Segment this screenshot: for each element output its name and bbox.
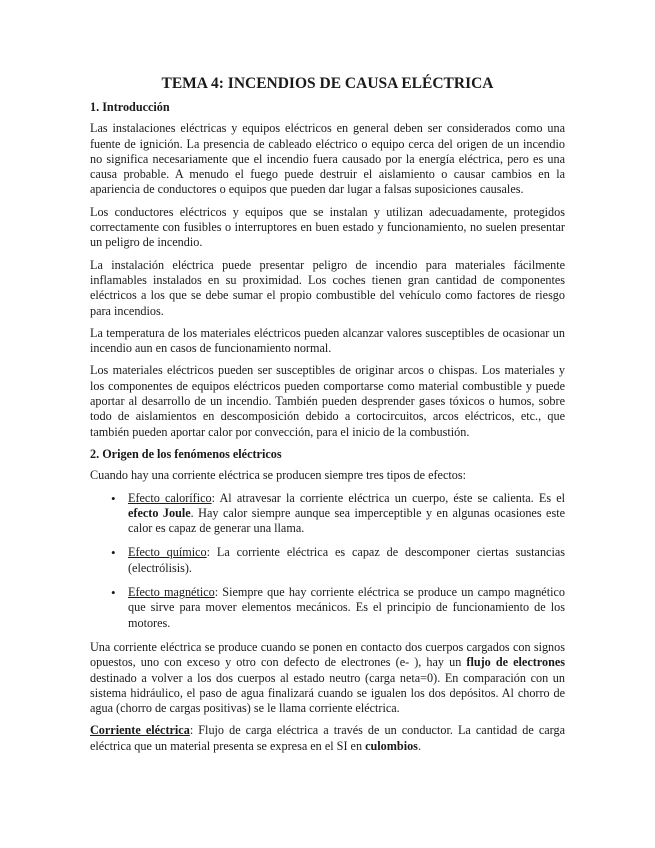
text-flujo-b: destinado a volver a los dos cuerpos al estado neutro (carga neta=0). En comparación con un sistema hidráulico, el paso de agua finalizará cuando se igualen los dos depósitos. Al chorro de agua (chorro de cargas positivas) se le llama corriente eléctrica. [90, 670, 565, 716]
paragraph-definicion-corriente [90, 723, 565, 754]
paragraph-intro-4: La temperatura de los materiales eléctricos pueden alcanzar valores susceptibles de ocasionar un incendio aun en casos de funcionamiento normal. [90, 325, 565, 356]
term-efecto-calorifico: Efecto calorífico [128, 490, 212, 505]
term-corriente-electrica: Corriente eléctrica [90, 723, 190, 738]
text-calorifico-b: . Hay calor siempre aunque sea imperceptible y en algunas ocasiones este calor es capaz de generar una llama. [128, 505, 565, 536]
effects-list [90, 491, 565, 631]
paragraph-intro-3: La instalación eléctrica puede presentar peligro de incendio para materiales fácilmente inflamables instalados en su proximidad. Los coches tienen gran cantidad de componentes eléctricos a los que se debe sumar el propio combustible del vehículo como factores de riesgo para incendios. [90, 257, 565, 318]
document-title: TEMA 4: INCENDIOS DE CAUSA ELÉCTRICA [161, 75, 494, 92]
term-efecto-magnetico: Efecto magnético [128, 585, 215, 600]
section-heading-origen: 2. Origen de los fenómenos eléctricos [90, 446, 282, 461]
section-heading-introduccion: 1. Introducción [90, 100, 170, 114]
term-efecto-quimico: Efecto químico [128, 545, 207, 560]
term-culombios: culombios [365, 738, 418, 753]
term-flujo-electrones: flujo de electrones [466, 655, 566, 670]
list-item-efecto-quimico [128, 545, 565, 576]
document-page [90, 74, 565, 761]
text-magnetico: : Siempre que hay corriente eléctrica se produce un campo magnético que sirve para mover elementos mecánicos. Es el principio de funcionamiento de los motores. [128, 585, 565, 630]
paragraph-effects-intro: Cuando hay una corriente eléctrica se producen siempre tres tipos de efectos: [90, 468, 466, 483]
paragraph-flujo-electrones [90, 640, 565, 716]
paragraph-intro-1: Las instalaciones eléctricas y equipos eléctricos en general deben ser considerados como una fuente de ignición. La presencia de cableado eléctrico o equipo cerca del origen de un incendio no significa necesariamente que el incendio fuera causado por la energía eléctrica, pero es una causa probable. A menudo el fuego puede destruir el aislamiento o causar cambios en la apariencia de conductores o equipos que pueden dar lugar a falsas suposiciones causales. [90, 121, 565, 197]
list-item-efecto-calorifico [128, 491, 565, 537]
paragraph-intro-2: Los conductores eléctricos y equipos que se instalan y utilizan adecuadamente, protegidos correctamente con fusibles o interruptores en buen estado y funcionamiento, no suelen presentar un peligro de incendio. [90, 204, 565, 250]
text-def-a: : Flujo de carga eléctrica a través de un conductor. La cantidad de carga eléctrica que un material presenta se expresa en el SI en [90, 723, 565, 753]
paragraph-intro-5: Los materiales eléctricos pueden ser susceptibles de originar arcos o chispas. Los materiales y los componentes de equipos eléctricos pueden comportarse como material combustible y puede aportar al desarrollo de un incendio. También pueden desprender gases tóxicos o humos, sobre todo de aislamientos en descomposición debido a cortocircuitos, arcos eléctricos, etc., que también pueden aportar calor por convección, para el inicio de la combustión. [90, 363, 565, 439]
text-quimico: : La corriente eléctrica es capaz de descomponer ciertas sustancias (electrólisis). [128, 545, 565, 575]
text-flujo-a: Una corriente eléctrica se produce cuando se ponen en contacto dos cuerpos cargados con signos opuestos, uno con exceso y otro con defecto de electrones (e- ), hay un [90, 639, 565, 670]
term-efecto-joule: efecto Joule [128, 505, 191, 520]
list-item-efecto-magnetico [128, 585, 565, 631]
text-calorifico-a: : Al atravesar la corriente eléctrica un cuerpo, éste se calienta. Es el [211, 490, 565, 505]
text-def-b: . [417, 738, 421, 753]
